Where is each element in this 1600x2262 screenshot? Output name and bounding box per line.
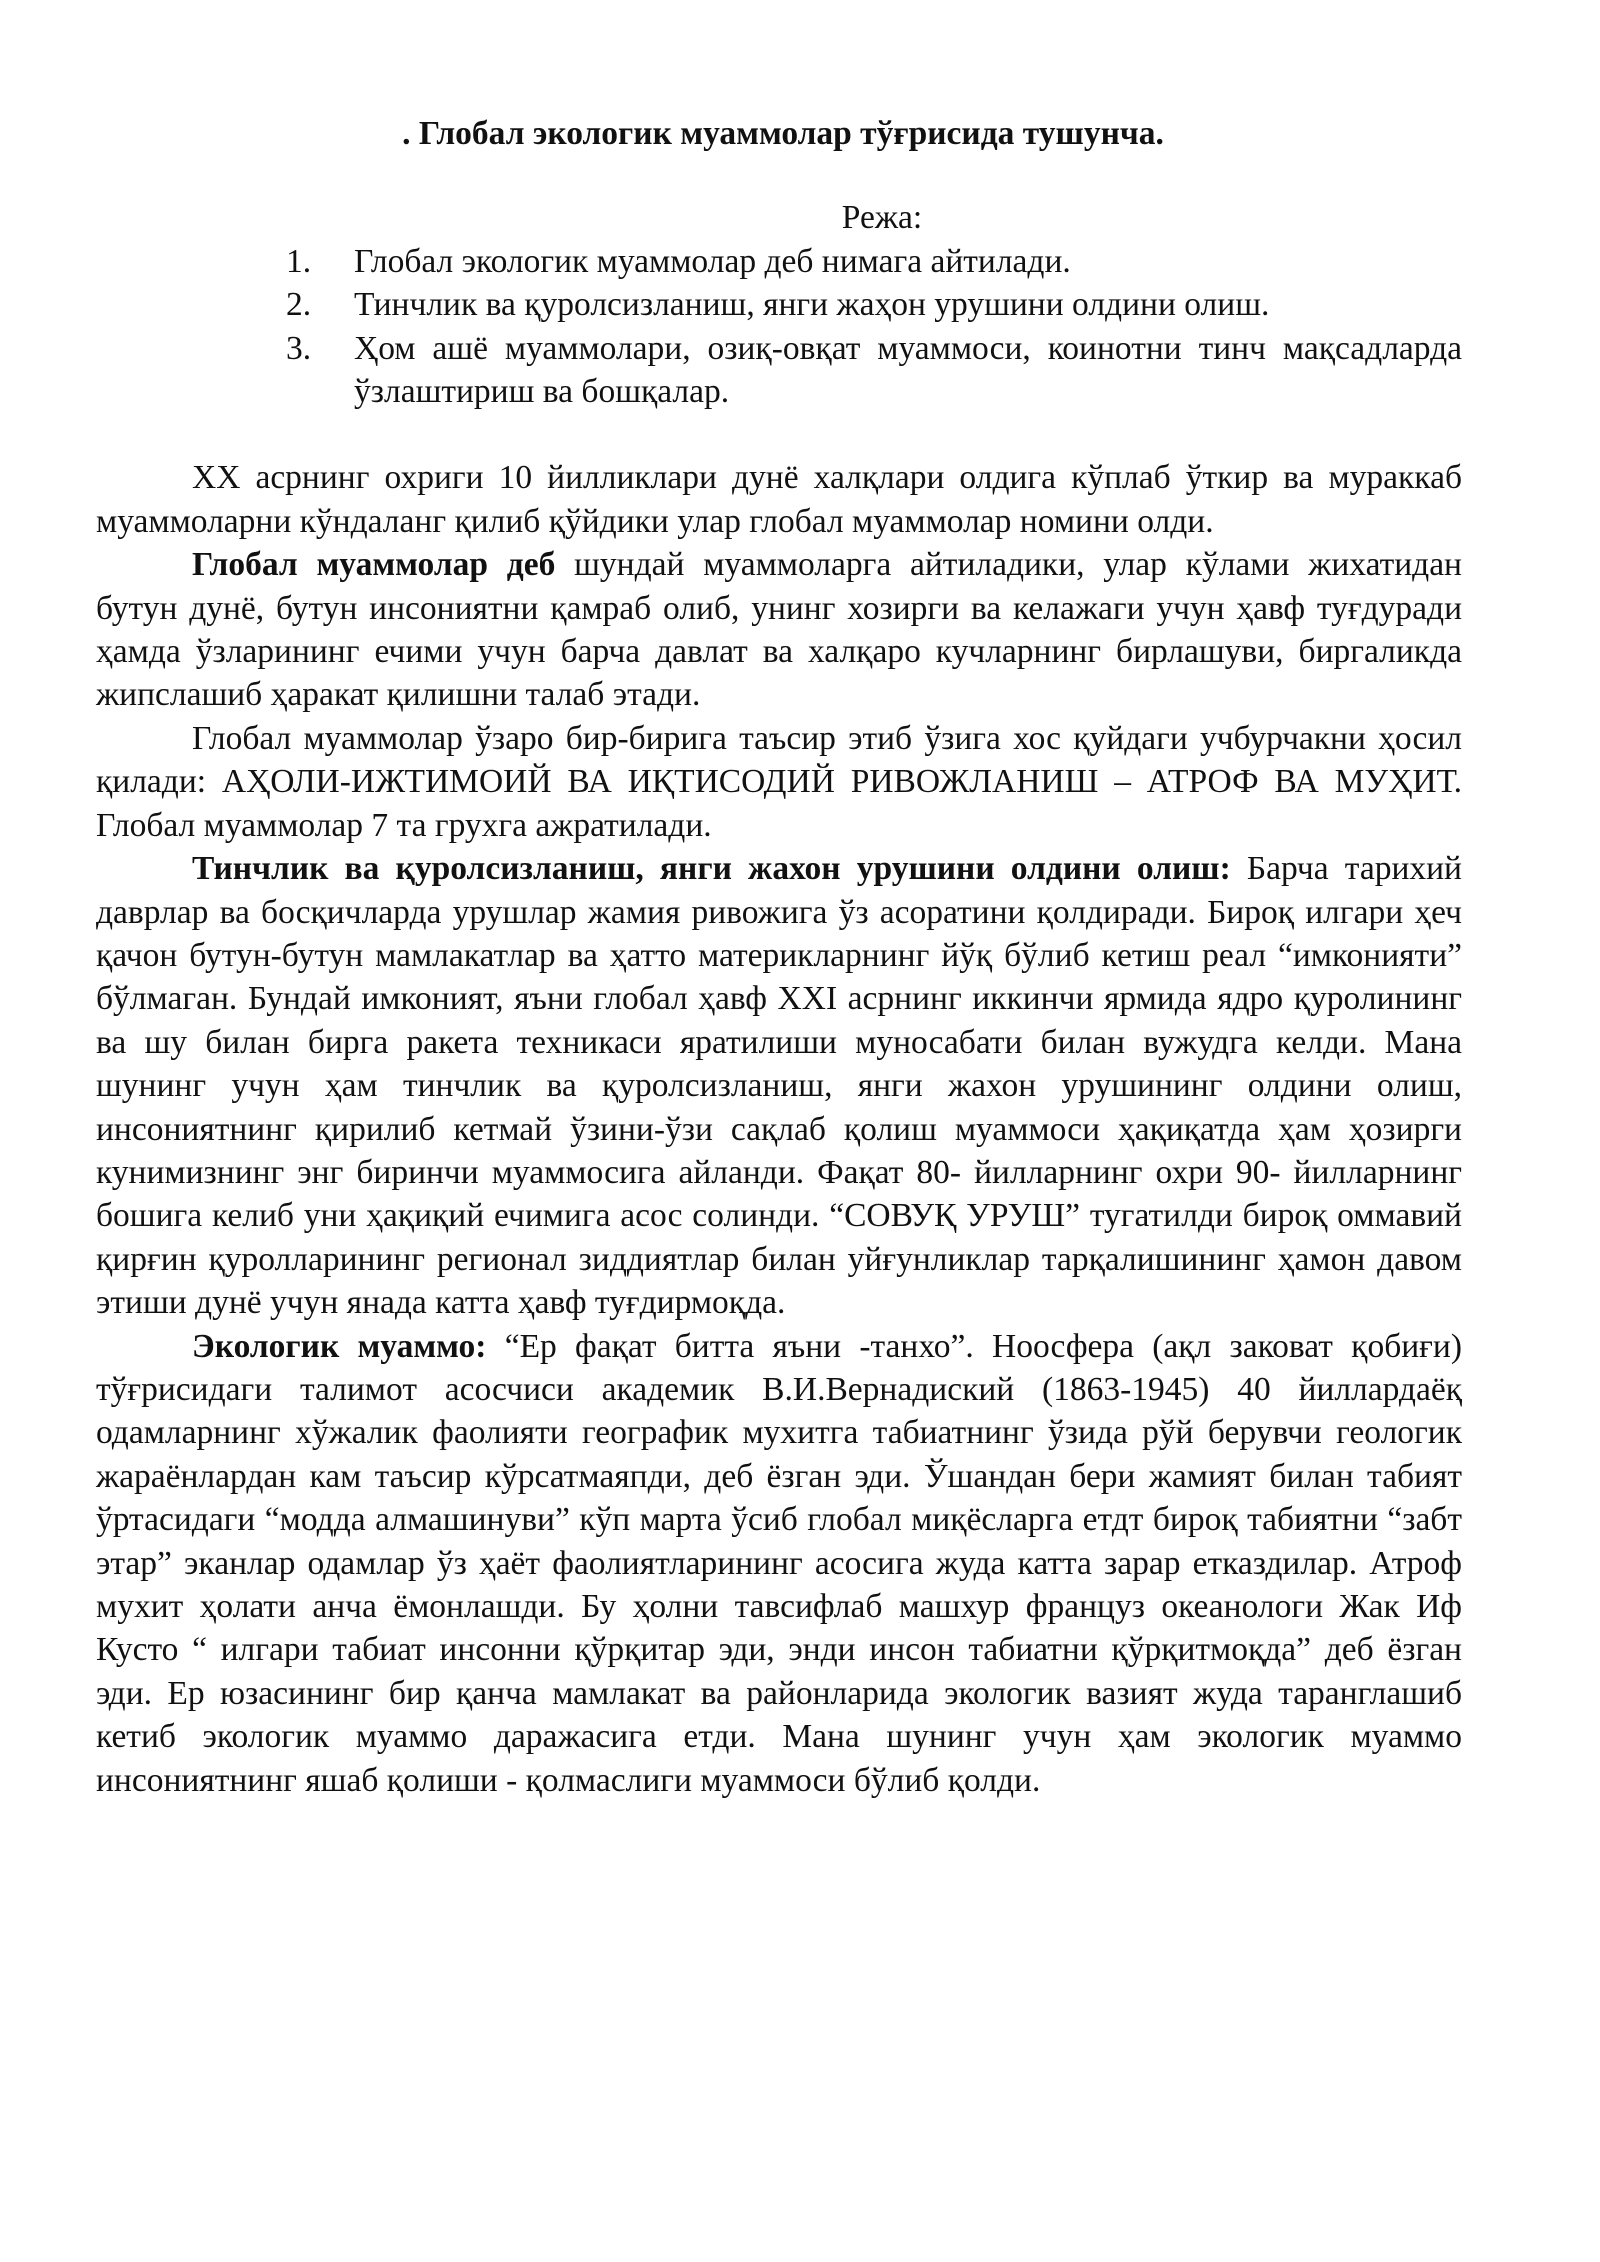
- plan-heading: Режа:: [841, 199, 923, 237]
- paragraph-triangle: [96, 717, 1462, 847]
- paragraph-text: Глобал муаммолар ўзаро бир-бирига таъсир этиб ўзига хос қуйдаги учбурчакни ҳосил қилади:: [96, 719, 1462, 801]
- plan-item-number: 1.: [286, 242, 312, 280]
- paragraph-text: Барча тарихий даврлар ва босқичларда урушлар жамия ривожига ўз асоратини қолдиради. Бироқ илгари ҳеч қачон бутун-бутун мамлакатлар ва ҳатто материкларнинг йўқ бўлиб кетиш реал “имконияти” бўлмаган. Бундай имконият, яъни глобал ҳавф XXI асрнинг иккинчи ярмида ядро қуролининг ва шу билан бирга ракета техникаси яратилиши муносабати билан вужудга келди. Мана шунинг учун ҳам тинчлик ва қуролсизланиш, янги жахон урушининг олдини олиш, инсониятнинг қирилиб кетмай ўзини-ўзи сақлаб қолиш муаммоси ҳақиқатда ҳам ҳозирги кунимизнинг энг биринчи муаммосига айланди. Фақат 80- йилларнинг охри 90- йилларнинг бошига келиб уни ҳақиқий ечимига асос солинди. “СОВУҚ УРУШ” тугатилди бироқ оммавий қирғин қуролларининг регионал зиддиятлар билан уйғунликлар тарқалишининг ҳамон давом этиши дунё учун янада катта ҳавф туғдирмоқда.: [96, 850, 1462, 1322]
- term-global-problems: Глобал муаммолар деб: [192, 546, 556, 584]
- term-peace-disarmament: Тинчлик ва қуролсизланиш, янги жахон урушини олдини олиш:: [192, 850, 1231, 888]
- paragraph-intro: XX асрнинг охриги 10 йилликлари дунё халқлари олдига кўплаб ўткир ва мураккаб муаммоларни кўндаланг қилиб қўйдики улар глобал муаммолар номини олди.: [96, 459, 1462, 540]
- plan-item-text: Глобал экологик муаммолар деб нимага айтилади.: [354, 242, 1071, 280]
- plan-item-number: 3.: [286, 329, 312, 367]
- plan-item: [286, 240, 1462, 283]
- plan-item: [286, 283, 1462, 326]
- plan-list: [96, 240, 1462, 414]
- triangle-caps-1: АҲОЛИ-ИЖТИМОИЙ ВА ИҚТИСОДИЙ: [221, 763, 835, 801]
- paragraph-global-problems: [96, 543, 1462, 717]
- term-ecological-problem: Экологик муаммо:: [192, 1327, 487, 1365]
- document-page: [96, 112, 1462, 1802]
- plan-item-number: 2.: [286, 286, 312, 324]
- plan-item-text: Ҳом ашё муаммолари, озиқ-овқат муаммоси, коинотни тинч мақсадларда ўзлаштириш ва бошқалар.: [354, 329, 1462, 411]
- paragraph-peace: [96, 847, 1462, 1324]
- plan-item-text: Тинчлик ва қуролсизланиш, янги жаҳон урушини олдини олиш.: [354, 286, 1270, 324]
- paragraph-text: шундай муаммоларга айтиладики, улар кўлами жихатидан бутун дунё, бутун инсониятни қамраб олиб, унинг хозирги ва келажаги учун ҳавф туғдуради ҳамда ўзларининг ечими учун барча давлат ва халқаро кучларнинг бирлашуви, биргаликда жипслашиб ҳаракат қилишни талаб этади.: [96, 546, 1462, 714]
- paragraph-text: “Ер фақат битта яъни -танхо”. Ноосфера (ақл заковат қобиғи) тўғрисидаги талимот асосчиси академик В.И.Вернадиский (1863-1945) 40 йиллардаёқ одамларнинг хўжалик фаолияти географик мухитга табиатнинг ўзида рўй берувчи геологик жараёнлардан кам таъсир кўрсатмаяпди, деб ёзган эди. Ўшандан бери жамият билан табият ўртасидаги “модда алмашинуви” кўп марта ўсиб глобал миқёсларга етдт бироқ табиятни “забт этар” эканлар одамлар ўз ҳаёт фаолиятларининг асосига жуда катта зарар етказдилар. Атроф мухит ҳолати анча ёмонлашди. Бу ҳолни тавсифлаб машхур француз океанологи Жак Иф Кусто “ илгари табиат инсонни қўрқитар эди, энди инсон табиатни қўрқитмоқда” деб ёзган эди. Ер юзасининг бир қанча мамлакат ва районларида экологик вазият жуда таранглашиб кетиб экологик муаммо даражасига етди. Мана шунинг учун ҳам экологик муаммо инсониятнинг яшаб қолиши - қолмаслиги муаммоси бўлиб қолди.: [96, 1327, 1462, 1799]
- plan-item: [286, 327, 1462, 414]
- triangle-caps-2: РИВОЖЛАНИШ – АТРОФ ВА МУҲИТ.: [850, 763, 1463, 801]
- document-body: [96, 456, 1462, 1802]
- document-title: . Глобал экологик муаммолар тўғрисида тушунча.: [402, 115, 1164, 152]
- paragraph-text: Глобал муаммолар 7 та грухга ажратилади.: [96, 806, 712, 844]
- paragraph-ecology: [96, 1325, 1462, 1802]
